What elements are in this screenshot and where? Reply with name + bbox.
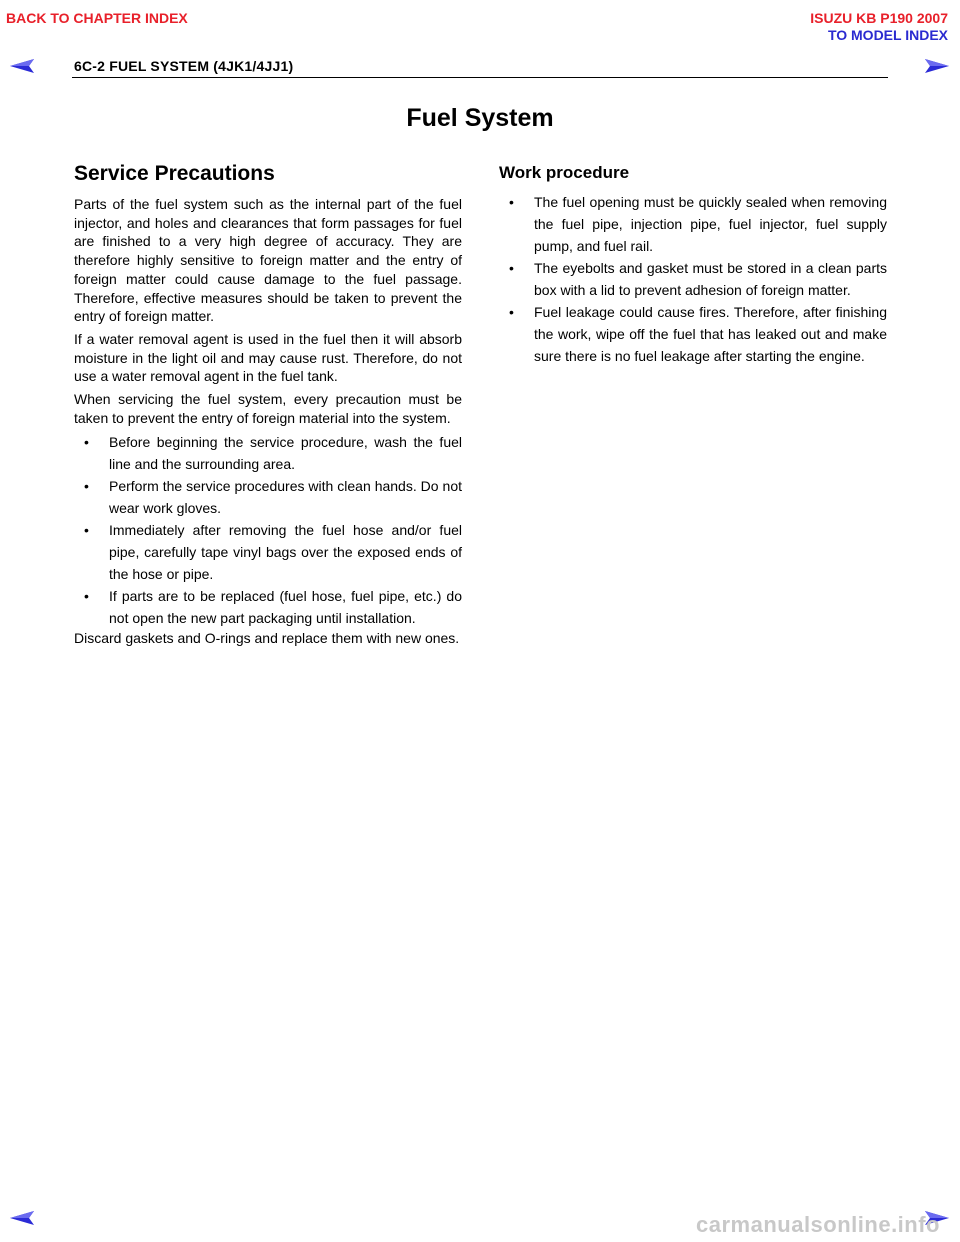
paragraph: If a water removal agent is used in the fuel then it will absorb moisture in the light oil and may cause rust. Therefore, do not use a water removal agent in the fuel tank. [74, 330, 462, 385]
left-column [74, 160, 462, 652]
to-model-index-link[interactable]: TO MODEL INDEX [827, 27, 948, 43]
list-item [74, 475, 462, 519]
list-item [74, 431, 462, 475]
prev-page-bottom-arrow-icon[interactable] [9, 1209, 35, 1227]
bullet-icon: • [84, 588, 89, 605]
bullet-icon: • [84, 434, 89, 451]
paragraph: When servicing the fuel system, every precaution must be taken to prevent the entry of foreign material into the system. [74, 391, 462, 426]
back-to-chapter-index-link[interactable]: BACK TO CHAPTER INDEX [6, 10, 188, 26]
list-item-text: Fuel leakage could cause fires. Therefore, after finishing the work, wipe off the fuel that has leaked out and make sure there is no fuel leakage after starting the engine. [534, 304, 887, 364]
list-item [74, 519, 462, 585]
bullet-icon: • [84, 522, 89, 539]
watermark: carmanualsonline.info [696, 1212, 940, 1237]
list-item-text: The eyebolts and gasket must be stored in a clean parts box with a lid to prevent adhesion of foreign matter. [534, 260, 887, 298]
header-divider [72, 77, 888, 78]
list-item [499, 301, 887, 367]
list-item-text: Immediately after removing the fuel hose and/or fuel pipe, carefully tape vinyl bags over the exposed ends of the hose or pipe. [109, 522, 462, 583]
bullet-icon: • [509, 194, 514, 210]
bullet-icon: • [509, 260, 514, 276]
section-header: 6C-2 FUEL SYSTEM (4JK1/4JJ1) [74, 58, 294, 74]
list-item-text: The fuel opening must be quickly sealed when removing the fuel pipe, injection pipe, fuel injector, fuel supply pump, and fuel rail. [534, 194, 887, 254]
paragraph: Parts of the fuel system such as the internal part of the fuel injector, and holes and clearances that form passages for fuel are finished to a very high degree of accuracy. They are therefore highly sensitive to foreign matter and the entry of foreign matter could cause damage to the fuel passage. Therefore, effective measures should be taken to prevent the entry of foreign matter. [74, 196, 462, 325]
page-title: Fuel System [406, 104, 554, 132]
service-precautions-heading: Service Precautions [74, 162, 275, 185]
list-item-text: Before beginning the service procedure, wash the fuel line and the surrounding area. [109, 434, 462, 473]
list-item [499, 191, 887, 257]
list-item-text: If parts are to be replaced (fuel hose, fuel pipe, etc.) do not open the new part packaging until installation. [109, 588, 462, 627]
prev-page-arrow-icon[interactable] [9, 57, 35, 75]
right-column [499, 160, 887, 367]
precaution-list [74, 431, 462, 629]
next-page-arrow-icon[interactable] [924, 57, 950, 75]
closing-paragraph: Discard gaskets and O-rings and replace them with new ones. [74, 630, 460, 647]
list-item-text: Perform the service procedures with clean hands. Do not wear work gloves. [109, 478, 462, 517]
model-title-link[interactable]: ISUZU KB P190 2007 [810, 10, 948, 26]
procedure-list [499, 191, 887, 367]
model-nav [810, 10, 948, 44]
list-item [74, 585, 462, 629]
bullet-icon: • [84, 478, 89, 495]
work-procedure-heading: Work procedure [499, 163, 630, 182]
list-item [499, 257, 887, 301]
bullet-icon: • [509, 304, 514, 320]
